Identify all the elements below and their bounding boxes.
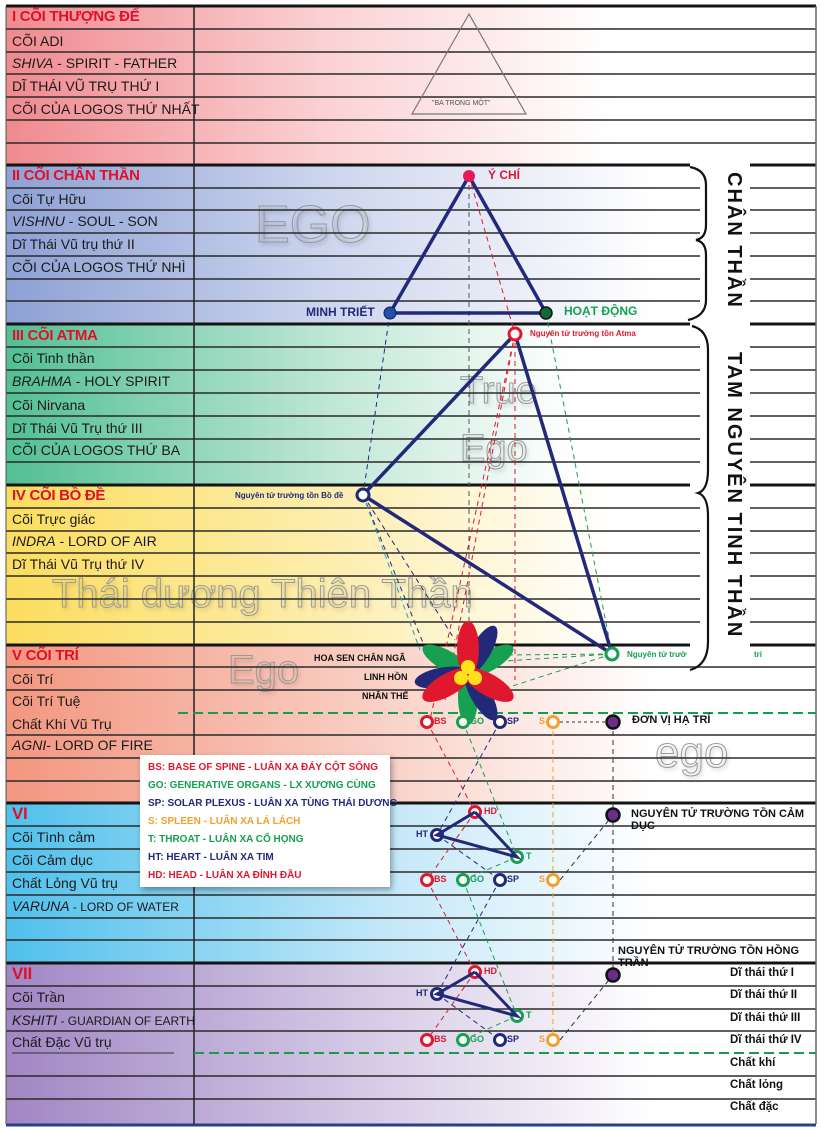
legend-item-t: T: THROAT - LUÂN XA CỔ HỌNG <box>148 834 304 845</box>
lotus-label-2: LINH HỒN <box>364 672 408 682</box>
subplane-solid: Chất đặc <box>730 1101 779 1113</box>
plane-7-row-1: Cõi Trần <box>12 989 65 1005</box>
plane-7-title: VII <box>12 964 32 983</box>
manas-atom-label-tail: trí <box>754 650 762 659</box>
chakra-s-label: S <box>539 716 546 726</box>
watermark-solar-angel: Thái dương Thiên Thần <box>52 572 473 616</box>
deity-name: KSHITI <box>12 1012 58 1028</box>
watermark-ego-true: Ego <box>460 428 528 470</box>
chakra-sp-physical <box>495 1035 506 1046</box>
deity-desc: - HOLY SPIRIT <box>71 373 171 389</box>
plane-6-row-3: Chất Lỏng Vũ trụ <box>12 875 118 891</box>
plane-3-title: III CÕI ATMA <box>12 327 98 344</box>
plane-3-row-4: Dĩ Thái Vũ Trụ thứ III <box>12 420 143 436</box>
monad-triangle <box>390 176 546 313</box>
legend-item-s: S: SPLEEN - LUÂN XA LÁ LÁCH <box>148 816 301 827</box>
plane-3-row-3: Cõi Nirvana <box>12 397 86 413</box>
chakra-bs-label: BS <box>434 874 447 884</box>
chakra-sp-label: SP <box>507 874 520 884</box>
plane-5-row-3: Chất Khí Vũ Trụ <box>12 716 112 732</box>
chakra-bs-mental <box>422 717 433 728</box>
chakra-s-physical <box>548 1035 559 1046</box>
subplane-etheric-1: Dĩ thái thứ I <box>730 967 794 979</box>
legend-item-sp: SP: SOLAR PLEXUS - LUÂN XA TÙNG THÁI DƯƠNG <box>148 798 398 809</box>
buddhi-atom-label: Nguyên tử trường tồn Bồ đề <box>235 491 344 500</box>
chakra-t-label: T <box>526 851 532 861</box>
chakra-sp-mental <box>495 717 506 728</box>
deity-name: INDRA <box>12 533 56 549</box>
plane-7-row-3: Chất Đặc Vũ trụ <box>12 1034 112 1050</box>
plane-1-row-4: CÕI CỦA LOGOS THỨ NHẤT <box>12 101 200 117</box>
atma-atom-label: Nguyên tử trường tồn Atma <box>530 329 636 338</box>
watermark-true: True <box>460 370 537 412</box>
chakra-go-label: GO <box>470 716 485 726</box>
egoic-lotus <box>413 621 518 725</box>
plane-5-row-1: Cõi Trí <box>12 671 54 687</box>
plane-6-row-1: Cõi Tình cảm <box>12 829 95 845</box>
subplane-etheric-4: Dĩ thái thứ IV <box>730 1034 802 1046</box>
legend-item-go: GO: GENERATIVE ORGANS - LX XƯƠNG CÙNG <box>148 780 376 791</box>
bracket-label-tam-nguyen: TAM NGUYÊN TINH THẦN <box>723 352 745 639</box>
plane-4-title: IV CÕI BỒ ĐỀ <box>12 487 106 504</box>
chakra-hd-label: HD <box>484 966 497 976</box>
physical-atom-dot <box>607 969 620 982</box>
three-in-one-triangle <box>412 14 526 114</box>
manas-atom <box>606 648 618 660</box>
plane-1-title: I CÕI THƯỢNG ĐẾ <box>12 8 140 25</box>
lotus-label-1: HOA SEN CHÂN NGÃ <box>314 653 406 663</box>
activity-dot <box>540 307 552 319</box>
chakra-s-label: S <box>539 1034 546 1044</box>
plane-1-row-1: CÕI ADI <box>12 33 64 49</box>
subplane-liquid: Chất lỏng <box>730 1079 784 1091</box>
chakra-go-mental <box>458 717 469 728</box>
chakra-go-label: GO <box>470 874 485 884</box>
legend-item-hd: HD: HEAD - LUÂN XA ĐỈNH ĐẦU <box>148 870 302 881</box>
chakra-go-label: GO <box>470 1034 485 1044</box>
deity-desc: - LORD OF FIRE <box>46 737 153 753</box>
chakra-t-label: T <box>526 1010 532 1020</box>
watermark-ego-upper: EGO <box>255 196 371 254</box>
deity-desc: - SOUL - SON <box>64 213 158 229</box>
chakra-go-astral <box>458 875 469 886</box>
deity-desc: - LORD OF WATER <box>69 900 179 914</box>
plane-2-row-4: CÕI CỦA LOGOS THỨ NHÌ <box>12 259 186 275</box>
watermark-ego-lower: ego <box>655 728 729 777</box>
bracket-label-chan-than: CHÂN THẦN <box>723 172 745 309</box>
will-dot <box>463 170 475 182</box>
manas-atom-label: Nguyên tử trườ <box>627 650 687 659</box>
wisdom-dot <box>384 307 396 319</box>
chakra-ht-label: HT <box>416 988 428 998</box>
buddhi-atom <box>357 489 369 501</box>
plane-1-row-3: DĨ THÁI VŨ TRỤ THỨ I <box>12 78 160 94</box>
subplane-etheric-2: Dĩ thái thứ II <box>730 989 798 1001</box>
plane-2-row-1: Cõi Tự Hữu <box>12 191 86 207</box>
plane-3-row-5: CÕI CỦA LOGOS THỨ BA <box>12 442 181 458</box>
chakra-ht-label: HT <box>416 829 428 839</box>
bracket-tam-nguyen <box>690 326 708 670</box>
subplane-gas: Chất khí <box>730 1057 776 1069</box>
deity-name: AGNI <box>12 737 47 753</box>
astral-atom-label: NGUYÊN TỬ TRƯỜNG TỒN CẢM DỤC <box>631 808 805 832</box>
legend-item-ht: HT: HEART - LUÂN XA TIM <box>148 852 274 863</box>
plane-5-row-2: Cõi Trí Tuệ <box>12 693 81 709</box>
plane-2-row-3: Dĩ Thái Vũ trụ thứ II <box>12 236 135 252</box>
mental-unit-dot <box>607 716 620 729</box>
plane-4-row-1: Cõi Trực giác <box>12 511 96 527</box>
chakra-legend <box>140 755 398 887</box>
astral-chakra-triangle <box>437 812 517 857</box>
physical-atom-label: NGUYÊN TỬ TRƯỜNG TỒN HỒNG TRẦN <box>618 945 800 969</box>
chakra-hd-label: HD <box>484 806 497 816</box>
plane-6-row-2: Cõi Cảm dục <box>12 852 93 868</box>
chakra-bs-astral <box>422 875 433 886</box>
chakra-s-label: S <box>539 874 546 884</box>
chakra-bs-label: BS <box>434 716 447 726</box>
astral-atom-dot <box>607 809 620 822</box>
deity-desc: - SPIRIT - FATHER <box>53 55 178 71</box>
plane-5-title: V CÕI TRÍ <box>12 647 79 664</box>
deity-name: SHIVA <box>12 55 54 71</box>
lotus-label-3: NHÂN THẾ <box>362 691 409 701</box>
atma-atom <box>509 328 521 340</box>
chakra-s-astral <box>548 875 559 886</box>
chakra-go-physical <box>458 1035 469 1046</box>
bracket-chan-than <box>688 167 706 320</box>
plane-6-title: VI <box>12 804 28 823</box>
activity-label: HOẠT ĐỘNG <box>564 304 638 318</box>
spiritual-triad <box>363 334 612 654</box>
plane-4-row-3: Dĩ Thái Vũ Trụ thứ IV <box>12 556 145 572</box>
deity-name: VARUNA <box>12 898 70 914</box>
plane-3-row-1: Cõi Tinh thần <box>12 350 95 366</box>
three-in-one-label: "BA TRONG MỘT" <box>432 100 491 107</box>
deity-desc: - LORD OF AIR <box>55 533 157 549</box>
chakra-sp-label: SP <box>507 1034 520 1044</box>
chakra-sp-label: SP <box>507 716 520 726</box>
chakra-bs-label: BS <box>434 1034 447 1044</box>
deity-name: VISHNU <box>12 213 65 229</box>
watermark-ego-mental: Ego <box>228 648 300 692</box>
will-label: Ý CHÍ <box>488 168 521 182</box>
legend-item-bs: BS: BASE OF SPINE - LUÂN XA ĐÁY CỘT SỐNG <box>148 762 379 773</box>
wisdom-label: MINH TRIẾT <box>306 305 375 319</box>
chakra-bs-physical <box>422 1035 433 1046</box>
deity-desc: - GUARDIAN OF EARTH <box>57 1014 195 1028</box>
chakra-s-mental <box>548 717 559 728</box>
deity-name: BRAHMA <box>12 373 72 389</box>
mental-unit-label: ĐƠN VỊ HẠ TRÍ <box>632 714 711 726</box>
chakra-sp-astral <box>495 875 506 886</box>
subplane-etheric-3: Dĩ thái thứ III <box>730 1012 801 1024</box>
plane-2-title: II CÕI CHÂN THẦN <box>12 167 140 184</box>
